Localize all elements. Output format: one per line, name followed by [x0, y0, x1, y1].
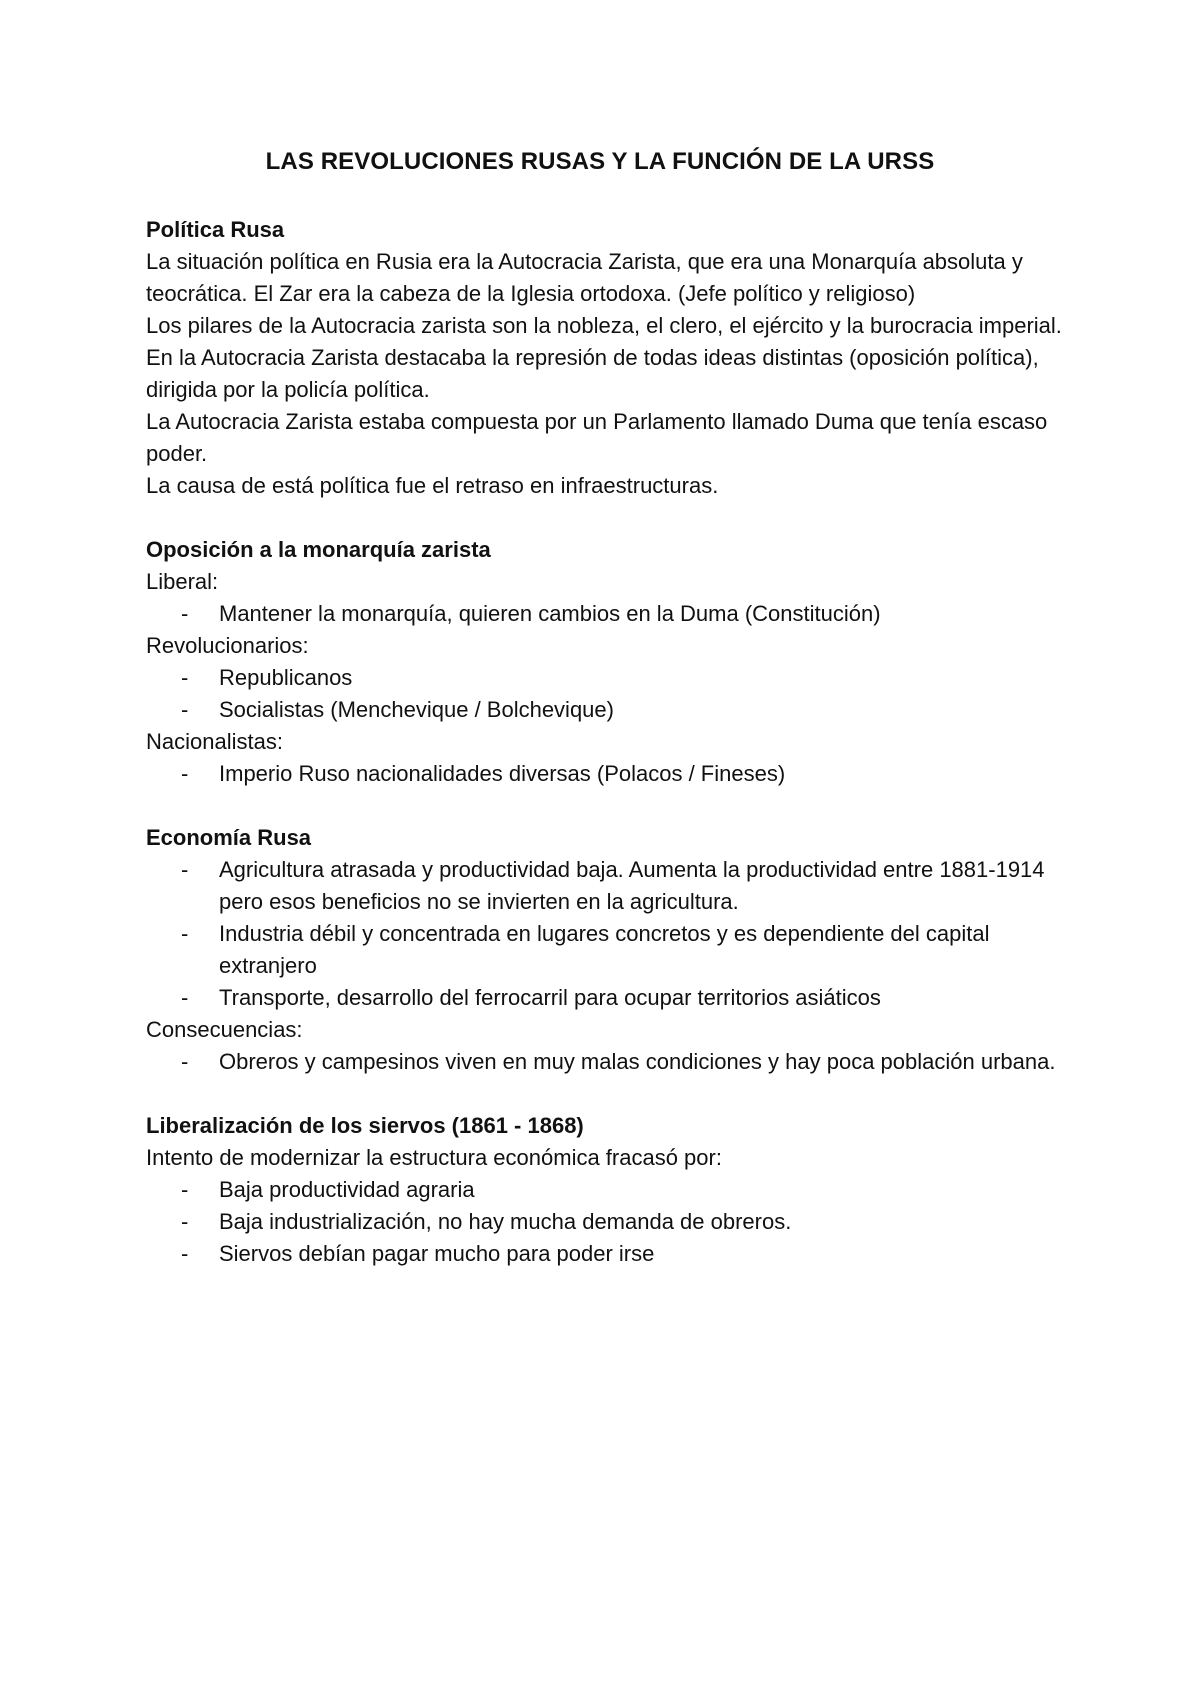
list-item: - Transporte, desarrollo del ferrocarril para ocupar territorios asiáticos [219, 982, 1076, 1014]
dash-list [146, 1046, 1076, 1078]
paragraph: La situación política en Rusia era la Autocracia Zarista, que era una Monarquía absoluta y teocrática. El Zar era la cabeza de la Iglesia ortodoxa. (Jefe político y religioso) [146, 249, 1023, 306]
list-item: - Siervos debían pagar mucho para poder irse [219, 1238, 1076, 1270]
list-item: - Socialistas (Menchevique / Bolchevique) [219, 694, 1076, 726]
section-heading: Oposición a la monarquía zarista [146, 537, 491, 562]
paragraph: Los pilares de la Autocracia zarista son la nobleza, el clero, el ejército y la burocracia imperial. [146, 313, 1062, 338]
list-item: - Republicanos [219, 662, 1076, 694]
group-label: Consecuencias: [146, 1017, 303, 1042]
paragraph: En la Autocracia Zarista destacaba la represión de todas ideas distintas (oposición política), dirigida por la policía política. [146, 345, 1039, 402]
list-item: - Obreros y campesinos viven en muy malas condiciones y hay poca población urbana. [219, 1046, 1076, 1078]
section-oposicion [146, 534, 1076, 790]
section-heading: Liberalización de los siervos (1861 - 1868) [146, 1113, 584, 1138]
list-item: - Imperio Ruso nacionalidades diversas (Polacos / Fineses) [219, 758, 1076, 790]
dash-list [146, 854, 1076, 1014]
dash-list [146, 758, 1076, 790]
paragraph: La Autocracia Zarista estaba compuesta por un Parlamento llamado Duma que tenía escaso poder. [146, 409, 1048, 466]
group-label: Liberal: [146, 569, 219, 594]
list-item: - Agricultura atrasada y productividad baja. Aumenta la productividad entre 1881-1914 pero esos beneficios no se invierten en la agricultura. [219, 854, 1076, 918]
dash-list [146, 662, 1076, 726]
group-label: Revolucionarios: [146, 633, 309, 658]
list-item: - Industria débil y concentrada en lugares concretos y es dependiente del capital extranjero [219, 918, 1076, 982]
paragraph: Intento de modernizar la estructura económica fracasó por: [146, 1145, 722, 1170]
document-body [146, 214, 1076, 1302]
dash-list [146, 1174, 1076, 1270]
section-liberalizacion [146, 1110, 1076, 1270]
dash-list [146, 598, 1076, 630]
document-title: LAS REVOLUCIONES RUSAS Y LA FUNCIÓN DE LA URSS [265, 148, 935, 175]
section-economia-rusa [146, 822, 1076, 1078]
group-label: Nacionalistas: [146, 729, 283, 754]
section-heading: Economía Rusa [146, 825, 312, 850]
section-politica-rusa [146, 214, 1076, 502]
list-item: - Mantener la monarquía, quieren cambios en la Duma (Constitución) [219, 598, 1076, 630]
paragraph: La causa de está política fue el retraso en infraestructuras. [146, 473, 719, 498]
list-item: - Baja productividad agraria [219, 1174, 1076, 1206]
list-item: - Baja industrialización, no hay mucha demanda de obreros. [219, 1206, 1076, 1238]
section-heading: Política Rusa [146, 217, 285, 242]
